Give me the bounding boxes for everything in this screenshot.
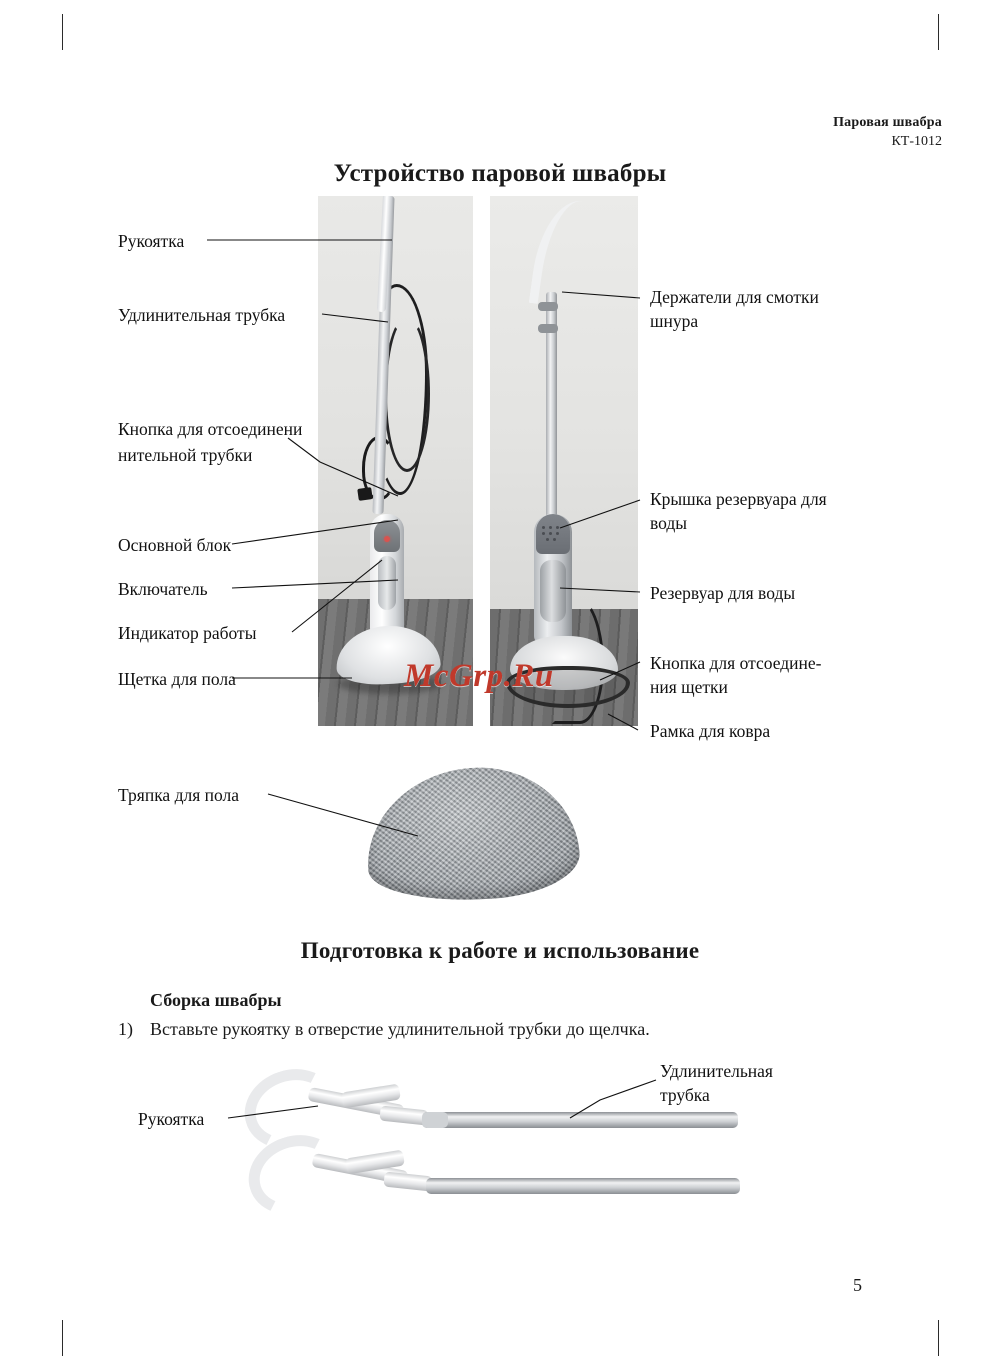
page-title: Устройство паровой швабры [333,160,667,187]
document-header [833,114,942,152]
subsection-assembly: Сборка швабры [150,990,282,1010]
power-plug [357,487,373,501]
product-name: Паровая швабра [833,115,942,130]
label-assembly-tube-line1: Удлинительная [660,1061,773,1081]
label-tank-lid-line1: Крышка резервуара для [650,489,827,509]
product-model-code: КТ-1012 [891,133,942,149]
product-photo-floor-cloth [352,762,592,910]
section-title-preparation: Подготовка к работе и использование [300,938,700,963]
indicator-light-part [384,536,390,542]
step-number: 1) [118,1019,133,1039]
label-water-tank: Резервуар для воды [650,583,796,603]
crop-mark-bottom-right [938,1320,939,1356]
product-photo-front-view [490,196,638,726]
cord-holder-lower-part [538,324,558,333]
crop-mark-top-right [938,14,939,50]
label-work-indicator: Индикатор работы [118,623,257,643]
label-assembly-tube-line2: трубка [660,1085,710,1105]
tube-socket [422,1112,448,1128]
watermark: McGrp.Ru [404,658,554,694]
label-power-switch: Включатель [118,579,208,599]
vent-dots [542,526,564,542]
label-extension-tube: Удлинительная трубка [118,305,286,325]
label-cord-holders-line2: шнура [650,311,699,331]
label-floor-cloth: Тряпка для пола [118,785,240,805]
crop-mark-bottom-left [62,1320,63,1356]
extension-tube-upper [422,1112,738,1128]
floor-cloth-part [362,762,583,907]
label-tank-lid-line2: воды [650,513,688,533]
water-tank-part [378,556,396,610]
step-text: Вставьте рукоятку в отверстие удлинительной трубки до щелчка. [150,1019,650,1039]
crop-mark-top-left [62,14,63,50]
extension-tube-lower [426,1178,740,1194]
label-brush-release-line2: ния щетки [650,677,728,697]
label-floor-brush: Щетка для пола [118,669,236,689]
cord-holder-upper-part [538,302,558,311]
label-tube-release-button-line1: Кнопка для отсоединени [118,419,303,439]
label-main-unit: Основной блок [118,535,232,555]
label-tube-release-button-line2: нительной трубки [118,445,253,465]
label-cord-holders-line1: Держатели для смотки [650,287,819,307]
page-number: 5 [853,1275,862,1295]
label-carpet-frame: Рамка для ковра [650,721,771,741]
label-assembly-handle: Рукоятка [138,1109,205,1129]
product-photo-side-view [318,196,473,726]
label-brush-release-line1: Кнопка для отсоедине- [650,653,822,673]
label-handle: Рукоятка [118,231,185,251]
